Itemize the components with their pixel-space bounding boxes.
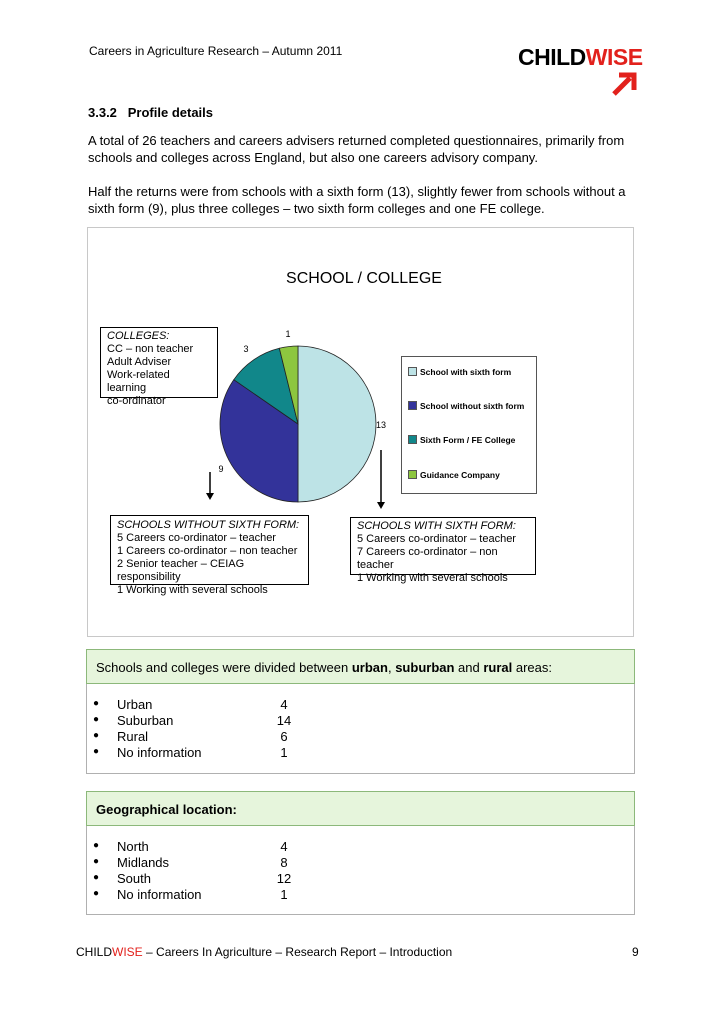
page-number: 9 bbox=[632, 945, 639, 959]
areas-heading bbox=[86, 649, 635, 684]
list-item-value: 4 bbox=[280, 839, 288, 854]
footer-child: CHILD bbox=[76, 945, 113, 959]
bullet-icon: ● bbox=[93, 840, 100, 851]
bullet-icon: ● bbox=[93, 856, 100, 867]
page-footer bbox=[76, 945, 452, 959]
without-note-line: 1 Careers co-ordinator – non teacher bbox=[117, 545, 298, 557]
geo-heading: Geographical location: bbox=[86, 791, 635, 826]
list-item bbox=[87, 871, 487, 887]
geo-list bbox=[86, 826, 635, 915]
colleges-note bbox=[100, 327, 218, 407]
list-item bbox=[87, 745, 487, 761]
list-item-value: 12 bbox=[276, 871, 292, 886]
paragraph-2: Half the returns were from schools with a sixth form (13), slightly fewer from schools without a sixth form (9), plus three colleges – two sixth form colleges and one FE college. bbox=[88, 184, 626, 216]
list-item bbox=[87, 713, 487, 729]
legend-swatch bbox=[408, 470, 417, 479]
arrow-head-icon bbox=[206, 493, 214, 500]
list-item-label: North bbox=[117, 839, 149, 854]
running-header: Careers in Agriculture Research – Autumn 2011 bbox=[89, 44, 343, 58]
without-note-line: 1 Working with several schools bbox=[117, 584, 268, 596]
bullet-icon: ● bbox=[93, 698, 100, 709]
list-item-label: Midlands bbox=[117, 855, 170, 870]
list-item-value: 1 bbox=[280, 745, 288, 760]
bullet-icon: ● bbox=[93, 714, 100, 725]
list-item-value: 8 bbox=[280, 855, 288, 870]
logo-child: CHILD bbox=[518, 44, 586, 70]
list-item-label: No information bbox=[117, 745, 202, 760]
bullet-icon: ● bbox=[93, 730, 100, 741]
legend-swatch bbox=[408, 401, 417, 410]
areas-urban: urban bbox=[351, 660, 388, 675]
with-note-line: 5 Careers co-ordinator – teacher bbox=[357, 533, 516, 545]
areas-suburban: suburban bbox=[395, 660, 455, 675]
with-note-line: 1 Working with several schools bbox=[357, 572, 508, 584]
with-note-heading: SCHOOLS WITH SIXTH FORM: bbox=[357, 520, 516, 532]
colleges-note-line: CC – non teacher bbox=[107, 343, 194, 355]
pie-slice bbox=[298, 346, 376, 502]
footer-rest: – Careers In Agriculture – Research Report – Introduction bbox=[142, 945, 453, 959]
chart-title: SCHOOL / COLLEGE bbox=[286, 270, 442, 287]
legend-label: Guidance Company bbox=[420, 470, 500, 480]
without-sixth-form-note bbox=[110, 515, 309, 596]
pie-data-label: 9 bbox=[218, 464, 224, 474]
without-note-line: 5 Careers co-ordinator – teacher bbox=[117, 532, 276, 544]
pie-data-label: 1 bbox=[285, 329, 291, 339]
list-item bbox=[87, 839, 487, 855]
list-item-label: Rural bbox=[117, 729, 149, 744]
list-item-value: 1 bbox=[280, 887, 288, 902]
legend-item bbox=[408, 470, 500, 480]
bullet-icon: ● bbox=[93, 872, 100, 883]
colleges-note-line: co-ordinator bbox=[107, 395, 166, 407]
legend-item bbox=[408, 367, 511, 377]
areas-list bbox=[86, 684, 635, 774]
paragraph-1: A total of 26 teachers and careers advisers returned completed questionnaires, primarily from schools and colleges across England, but also one careers advisory company. bbox=[88, 133, 625, 165]
list-item bbox=[87, 855, 487, 871]
section-title: 3.3.2 Profile details bbox=[88, 105, 213, 120]
chart-legend bbox=[401, 356, 537, 494]
pie-data-label: 13 bbox=[375, 420, 387, 430]
legend-label: School without sixth form bbox=[420, 401, 525, 411]
without-note-heading: SCHOOLS WITHOUT SIXTH FORM: bbox=[117, 519, 300, 531]
list-item bbox=[87, 887, 487, 903]
legend-label: Sixth Form / FE College bbox=[420, 435, 516, 445]
list-item bbox=[87, 697, 487, 713]
without-note-line: 2 Senior teacher – CEIAG responsibility bbox=[117, 558, 245, 583]
list-item bbox=[87, 729, 487, 745]
colleges-note-heading: COLLEGES: bbox=[107, 330, 170, 342]
bullet-icon: ● bbox=[93, 746, 100, 757]
list-item-label: South bbox=[117, 871, 151, 886]
colleges-note-line: Adult Adviser bbox=[107, 356, 172, 368]
colleges-note-line: Work-related learning bbox=[107, 369, 170, 394]
legend-swatch bbox=[408, 435, 417, 444]
areas-heading-pre: Schools and colleges were divided between bbox=[96, 660, 352, 675]
areas-comma: , bbox=[387, 660, 396, 675]
list-item-value: 14 bbox=[276, 713, 292, 728]
list-item-label: No information bbox=[117, 887, 202, 902]
bullet-icon: ● bbox=[93, 888, 100, 899]
list-item-label: Urban bbox=[117, 697, 153, 712]
with-sixth-form-note bbox=[350, 517, 536, 584]
with-note-line: 7 Careers co-ordinator – non teacher bbox=[357, 546, 498, 571]
legend-item bbox=[408, 435, 515, 445]
list-item-value: 6 bbox=[280, 729, 288, 744]
logo-wise: WISE bbox=[585, 44, 643, 70]
list-item-value: 4 bbox=[280, 697, 288, 712]
areas-heading-post: areas: bbox=[512, 660, 553, 675]
legend-swatch bbox=[408, 367, 417, 376]
legend-item bbox=[408, 401, 524, 411]
areas-and: and bbox=[454, 660, 484, 675]
legend-label: School with sixth form bbox=[420, 367, 512, 377]
arrow-head-icon bbox=[377, 502, 385, 509]
list-item-label: Suburban bbox=[117, 713, 174, 728]
pie-data-label: 3 bbox=[243, 344, 249, 354]
footer-wise: WISE bbox=[112, 945, 143, 959]
areas-rural: rural bbox=[483, 660, 513, 675]
